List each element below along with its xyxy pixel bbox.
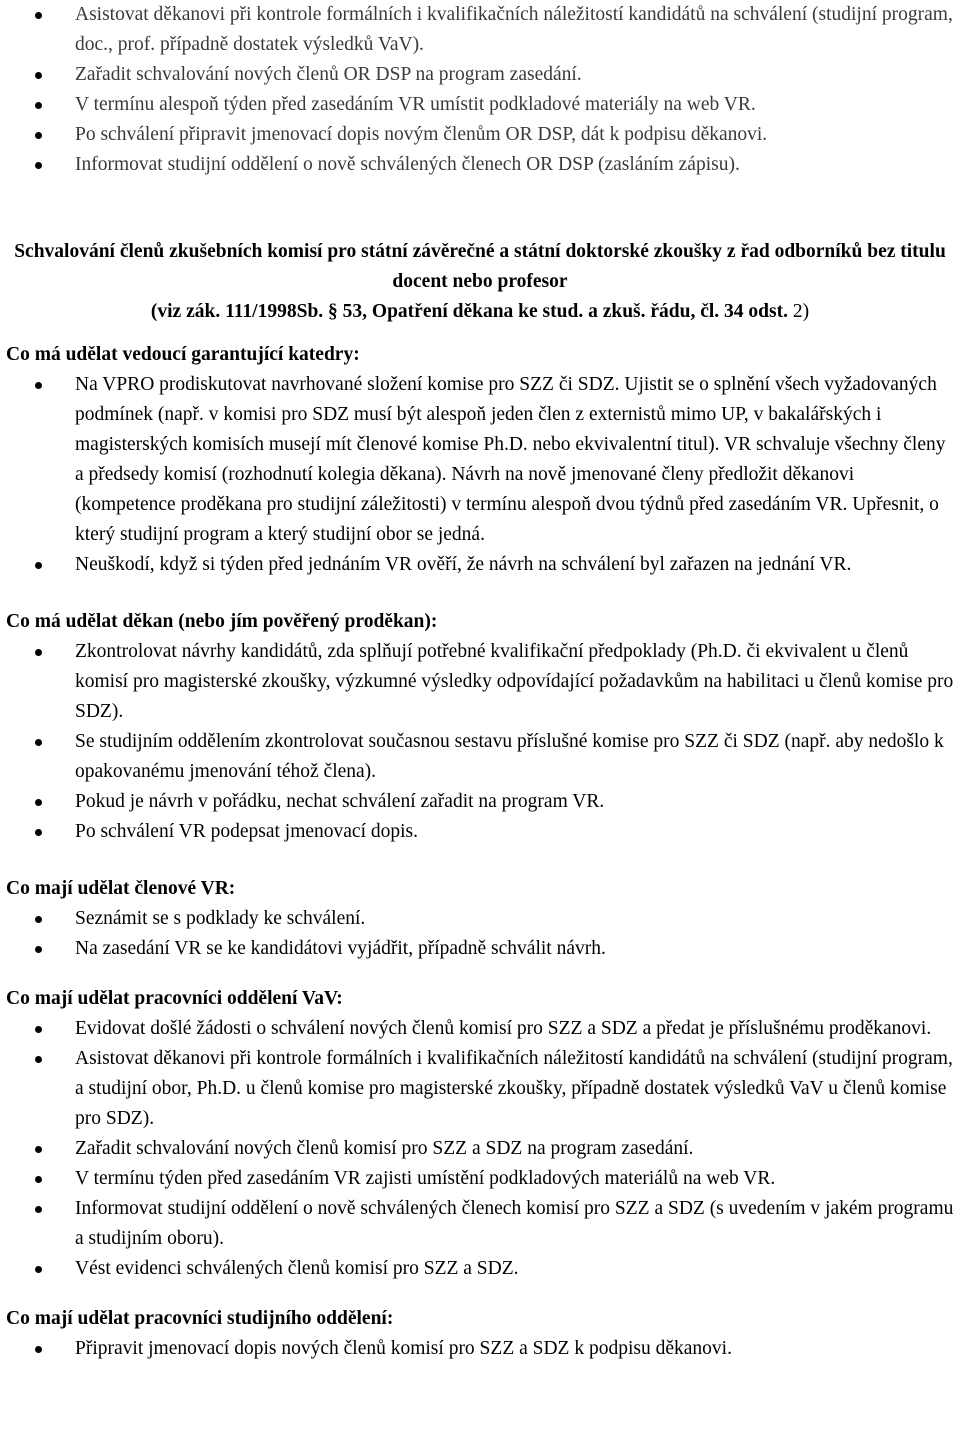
list-item: Asistovat děkanovi při kontrole formálních i kvalifikačních náležitostí kandidátů na schválení (studijní program, doc., prof. případně dostatek výsledků VaV). xyxy=(6,0,954,60)
section-heading-vav-staff: Co mají udělat pracovníci oddělení VaV: xyxy=(6,988,343,1009)
list-item: Evidovat došlé žádosti o schválení nových členů komisí pro SZZ a SDZ a předat je příslušnému proděkanovi. xyxy=(6,1014,954,1044)
list-item: Po schválení připravit jmenovací dopis novým členům OR DSP, dát k podpisu děkanovi. xyxy=(6,120,954,150)
main-heading-reference-normal: 2) xyxy=(787,301,810,322)
section-list-garant xyxy=(6,370,954,580)
main-heading xyxy=(6,237,954,327)
list-item: Seznámit se s podklady ke schválení. xyxy=(6,904,954,934)
section-heading-vr-members: Co mají udělat členové VR: xyxy=(6,878,236,899)
list-item: Informovat studijní oddělení o nově schválených členech komisí pro SZZ a SDZ (s uvedením v jakém programu a studijním oboru). xyxy=(6,1194,954,1254)
section-list-dean xyxy=(6,637,954,847)
list-item: V termínu alespoň týden před zasedáním VR umístit podkladové materiály na web VR. xyxy=(6,90,954,120)
list-item: Zařadit schvalování nových členů komisí pro SZZ a SDZ na program zasedání. xyxy=(6,1134,954,1164)
list-item: Po schválení VR podepsat jmenovací dopis. xyxy=(6,817,954,847)
list-item: Neuškodí, když si týden před jednáním VR ověří, že návrh na schválení byl zařazen na jednání VR. xyxy=(6,550,954,580)
list-item: Asistovat děkanovi při kontrole formálních i kvalifikačních náležitostí kandidátů na schválení (studijní program, a studijní obor, Ph.D. u členů komise pro magisterské zkoušky, případně dostatek výsledků VaV u členů komise pro SDZ). xyxy=(6,1044,954,1134)
list-item: Na VPRO prodiskutovat navrhované složení komise pro SZZ či SDZ. Ujistit se o splnění všech vyžadovaných podmínek (např. v komisi pro SDZ musí být alespoň jeden člen z externistů mimo UP, v bakalářských i magisterských komisích musejí mít členové komise Ph.D. nebo ekvivalentní titul). VR schvaluje všechny členy a předsedy komisí (rozhodnutí kolegia děkana). Návrh na nově jmenované členy předložit děkanovi (kompetence proděkana pro studijní záležitosti) v termínu alespoň dvou týdnů před zasedáním VR. Upřesnit, o který studijní program a který studijní obor se jedná. xyxy=(6,370,954,550)
main-heading-title: Schvalování členů zkušebních komisí pro státní závěrečné a státní doktorské zkoušky z řad odborníků bez titulu docent nebo profesor xyxy=(14,241,946,292)
list-item: Pokud je návrh v pořádku, nechat schválení zařadit na program VR. xyxy=(6,787,954,817)
list-item: Připravit jmenovací dopis nových členů komisí pro SZZ a SDZ k podpisu děkanovi. xyxy=(6,1334,954,1364)
section-heading-dean: Co má udělat děkan (nebo jím pověřený proděkan): xyxy=(6,611,438,632)
list-item: Zařadit schvalování nových členů OR DSP na program zasedání. xyxy=(6,60,954,90)
document-page xyxy=(6,0,954,1364)
list-item: V termínu týden před zasedáním VR zajisti umístění podkladových materiálů na web VR. xyxy=(6,1164,954,1194)
section-heading-study-office: Co mají udělat pracovníci studijního oddělení: xyxy=(6,1308,394,1329)
list-item: Se studijním oddělením zkontrolovat současnou sestavu příslušné komise pro SZZ či SDZ (např. aby nedošlo k opakovanému jmenování téhož člena). xyxy=(6,727,954,787)
section-list-vr-members xyxy=(6,904,954,964)
section-heading-garant: Co má udělat vedoucí garantující katedry: xyxy=(6,344,360,365)
main-heading-reference xyxy=(6,297,954,327)
top-bullet-list xyxy=(6,0,954,180)
section-list-vav-staff xyxy=(6,1014,954,1284)
list-item: Zkontrolovat návrhy kandidátů, zda splňují potřebné kvalifikační předpoklady (Ph.D. či ekvivalent u členů komisí pro magisterské zkoušky, výzkumné výsledky odpovídající požadavkům na habilitaci u členů komise pro SDZ). xyxy=(6,637,954,727)
list-item: Na zasedání VR se ke kandidátovi vyjádřit, případně schválit návrh. xyxy=(6,934,954,964)
list-item: Vést evidenci schválených členů komisí pro SZZ a SDZ. xyxy=(6,1254,954,1284)
list-item: Informovat studijní oddělení o nově schválených členech OR DSP (zasláním zápisu). xyxy=(6,150,954,180)
main-heading-reference-bold: (viz zák. 111/1998Sb. § 53, Opatření děkana ke stud. a zkuš. řádu, čl. 34 odst. xyxy=(150,301,788,322)
section-list-study-office xyxy=(6,1334,954,1364)
